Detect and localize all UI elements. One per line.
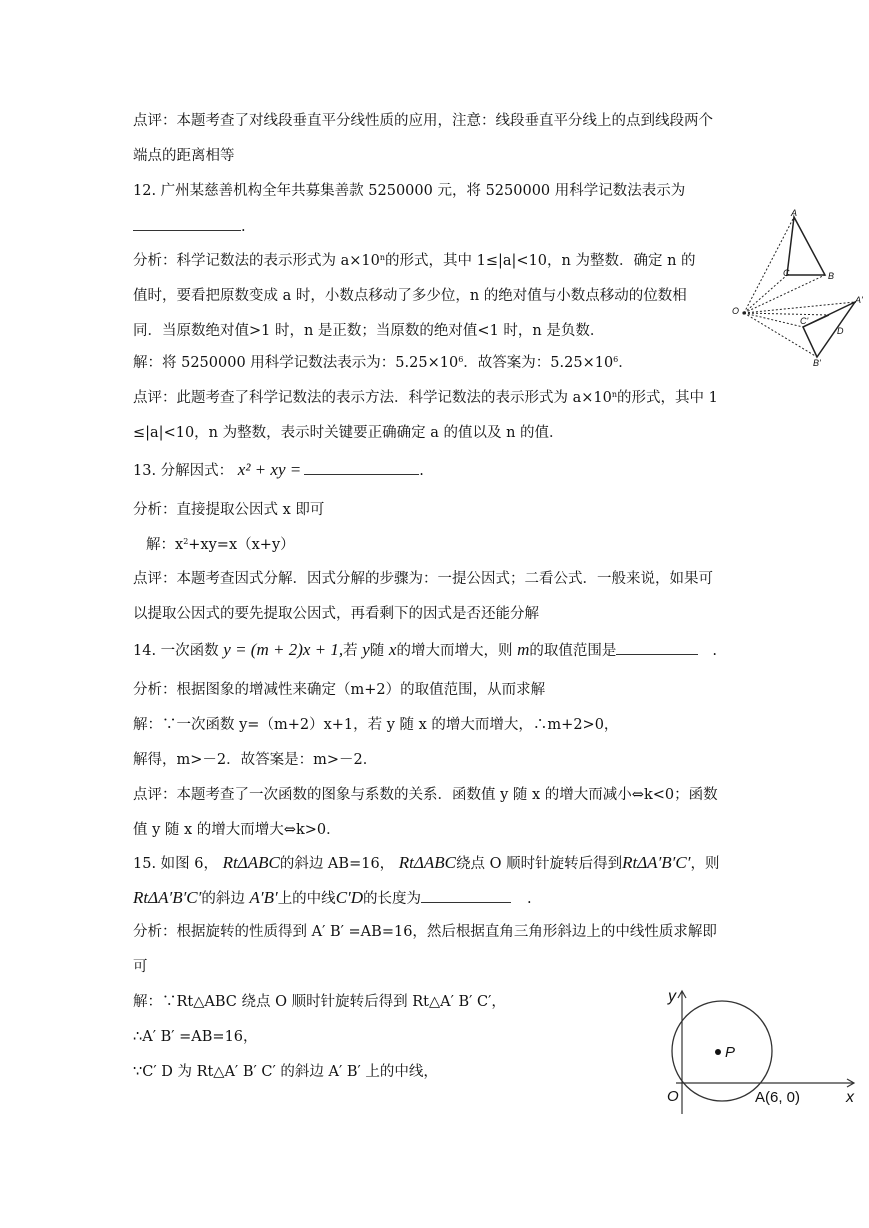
- solution-15-line2: ∴A′ B′ =AB=16，: [133, 1029, 258, 1045]
- analysis-15-line1: 分析：根据旋转的性质得到 A′ B′ =AB=16，然后根据直角三角形斜边上的中线性质求解即: [133, 924, 717, 940]
- question-15-line2: RtΔA′B′C′的斜边 A′B′上的中线C′D的长度为 .: [133, 888, 532, 907]
- math-expression: x² + xy =: [237, 460, 302, 479]
- question-12-answer-blank: .: [133, 216, 246, 237]
- circle-p: [672, 1001, 772, 1101]
- label-a: A: [791, 208, 798, 218]
- origin-label: O: [667, 1088, 679, 1105]
- label-a-prime: A': [855, 295, 863, 305]
- circle-figure: [662, 985, 862, 1117]
- answer-blank: [616, 640, 698, 655]
- triangle-a2b2c2: [803, 302, 855, 357]
- label-o: O: [732, 306, 740, 316]
- solution-14-line2: 解得，m>－2．故答案是：m>－2．: [133, 752, 378, 768]
- comment-12-line2: ≤|a|<10，n 为整数，表示时关键要正确确定 a 的值以及 n 的值．: [133, 425, 564, 441]
- point-p: [715, 1049, 721, 1055]
- point-a-label: A(6, 0): [755, 1089, 801, 1106]
- triangle-abc: [787, 217, 825, 275]
- solution-14-line1: 解：∵一次函数 y=（m+2）x+1，若 y 随 x 的增大而增大，∴m+2>0，: [133, 717, 619, 733]
- label-c-prime: C': [800, 316, 809, 326]
- question-14: 14. 一次函数 y = (m + 2)x + 1,若 y随 x的增大而增大，则 m的取值范围是 .: [133, 640, 717, 659]
- question-13: 13. 分解因式： x² + xy = .: [133, 460, 424, 479]
- analysis-14: 分析：根据图象的增减性来确定（m+2）的取值范围，从而求解: [133, 682, 546, 698]
- solution-15-line1: 解：∵Rt△ABC 绕点 O 顺时针旋转后得到 Rt△A′ B′ C′，: [133, 994, 506, 1010]
- answer-blank: [304, 460, 419, 475]
- solution-15-line3: ∵C′ D 为 Rt△A′ B′ C′ 的斜边 A′ B′ 上的中线，: [133, 1064, 438, 1080]
- question-15-line1: 15. 如图 6， RtΔABC的斜边 AB=16， RtΔABC绕点 O 顺时针旋转后得到RtΔA′B′C′，则: [133, 853, 720, 872]
- analysis-13: 分析：直接提取公因式 x 即可: [133, 502, 325, 518]
- label-c: C: [783, 268, 790, 278]
- analysis-15-line2: 可: [133, 959, 148, 975]
- label-b: B: [828, 271, 835, 281]
- comment-13-line2: 以提取公因式的要先提取公因式，再看剩下的因式是否还能分解: [133, 606, 539, 622]
- comment-14-line2: 值 y 随 x 的增大而增大⇔k>0．: [133, 822, 341, 838]
- answer-blank: [421, 888, 511, 903]
- line-comment-11b: 端点的距离相等: [133, 148, 235, 164]
- rotation-figure: [728, 205, 868, 375]
- label-d: D: [837, 326, 844, 336]
- analysis-12-line1: 分析：科学记数法的表示形式为 $a\times 10^n$的形式，其中 1≤|a|<10，n 为整数．确定 n 的: [133, 253, 696, 269]
- comment-12-line1: 点评：此题考查了科学记数法的表示方法．科学记数法的表示形式为 $a\times 10^n$的形式，其中 1: [133, 390, 718, 406]
- line-comment-11a: 点评：本题考查了对线段垂直平分线性质的应用，注意：线段垂直平分线上的点到线段两个: [133, 113, 713, 129]
- math-expression: y = (m + 2)x + 1,: [223, 640, 344, 659]
- comment-14-line1: 点评：本题考查了一次函数的图象与系数的关系．函数值 y 随 x 的增大而减小⇔k<0；函数: [133, 787, 718, 803]
- comment-13-line1: 点评：本题考查因式分解．因式分解的步骤为：一提公因式；二看公式．一般来说，如果可: [133, 571, 713, 587]
- point-p-label: P: [725, 1044, 736, 1061]
- axis-x-label: x: [846, 1089, 854, 1106]
- analysis-12-line2: 值时，要看把原数变成 a 时，小数点移动了多少位，n 的绝对值与小数点移动的位数相: [133, 288, 687, 304]
- axis-y-label: y: [668, 988, 676, 1005]
- question-12: 12. 广州某慈善机构全年共募集善款 5250000 元，将 5250000 用科学记数法表示为: [133, 183, 686, 199]
- solution-12: 解：将 5250000 用科学记数法表示为：$5.25\times 10^6$．故答案为：$5.25\times 10^6$．: [133, 355, 633, 371]
- answer-blank: [133, 216, 241, 231]
- label-b-prime: B': [813, 358, 821, 368]
- analysis-12-line3: 同．当原数绝对值>1 时，n 是正数；当原数的绝对值<1 时，n 是负数．: [133, 323, 605, 339]
- solution-13: 解：$x^2+xy=x(x+y)$: [146, 537, 295, 553]
